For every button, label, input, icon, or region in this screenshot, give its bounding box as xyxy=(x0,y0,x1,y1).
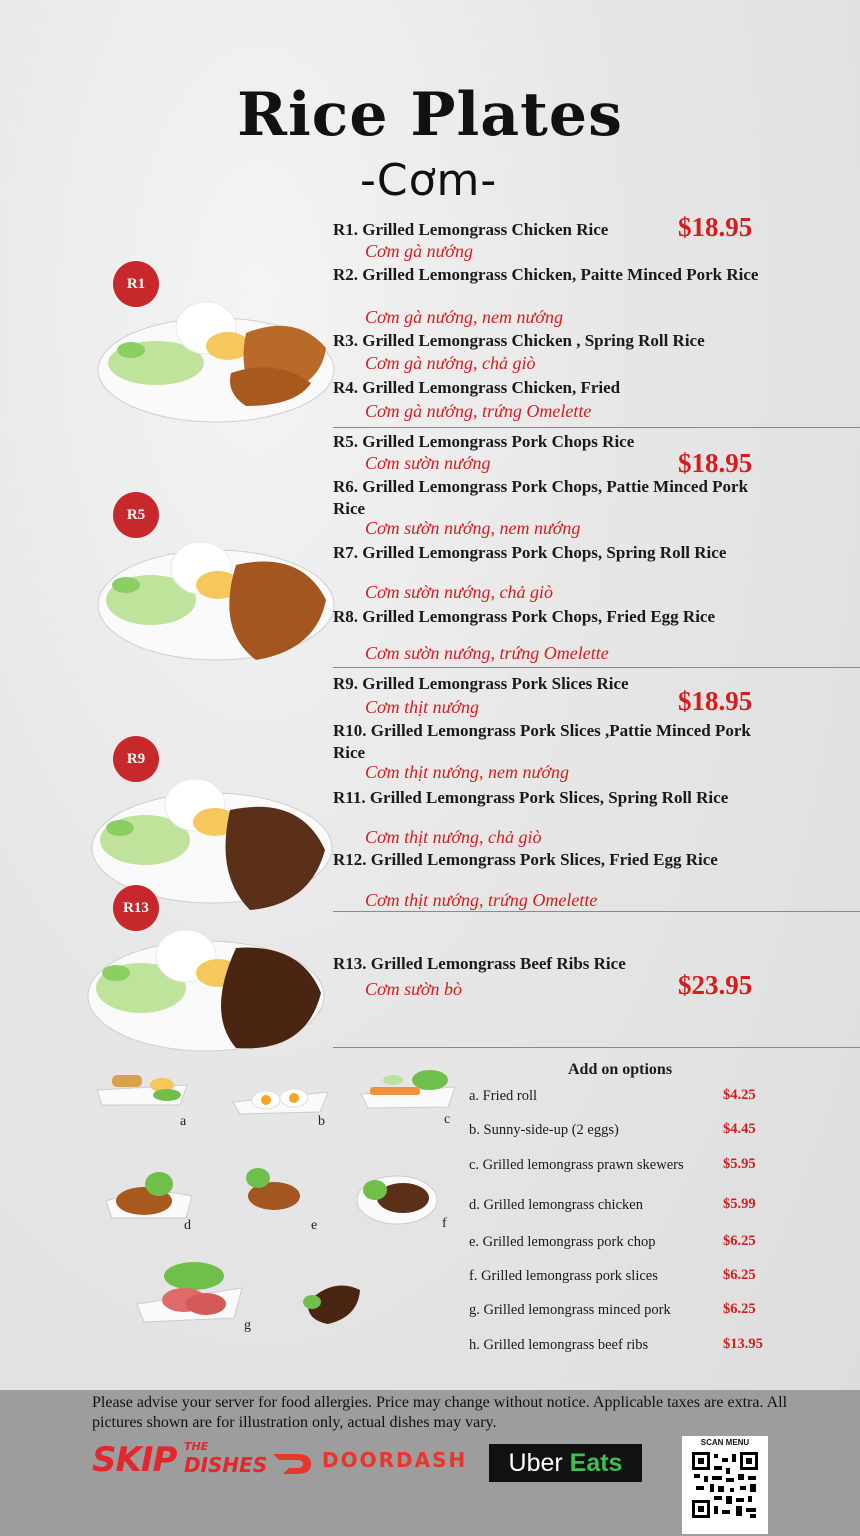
addon-photo-letter: a xyxy=(180,1114,187,1129)
prawn-skewers-image xyxy=(358,1062,458,1112)
addon-photo-letter: e xyxy=(311,1218,318,1233)
section-badge-r1: R1 xyxy=(113,261,159,307)
menu-item-r5-viet: Cơm sườn nướng xyxy=(365,453,491,473)
page-subtitle: -Cơm- xyxy=(360,155,498,206)
addon-item-name: b. Sunny-side-up (2 eggs) xyxy=(469,1122,619,1138)
menu-item-r3-viet: Cơm gà nướng, chả giò xyxy=(365,353,536,373)
menu-item-r8-viet: Cơm sườn nướng, trứng Omelette xyxy=(365,643,609,663)
addon-item-name: c. Grilled lemongrass prawn skewers xyxy=(469,1157,684,1173)
addon-item-price: $4.45 xyxy=(723,1121,756,1137)
menu-item-r10-viet: Cơm thịt nướng, nem nướng xyxy=(365,762,569,782)
fried-roll-image xyxy=(92,1060,192,1110)
uber-eats-logo[interactable] xyxy=(489,1444,642,1482)
section-divider xyxy=(333,667,860,668)
menu-item-r4-viet: Cơm gà nướng, trứng Omelette xyxy=(365,401,592,421)
menu-item-r11-viet: Cơm thịt nướng, chả giò xyxy=(365,827,542,847)
addon-item-name: h. Grilled lemongrass beef ribs xyxy=(469,1337,649,1353)
addon-photo-letter: g xyxy=(244,1318,251,1333)
addon-photo-letter: b xyxy=(318,1114,325,1129)
section-divider xyxy=(333,911,860,912)
menu-item-r2-viet: Cơm gà nướng, nem nướng xyxy=(365,307,563,327)
beef-ribs-image xyxy=(298,1272,368,1327)
menu-item-r8-name: R8. Grilled Lemongrass Pork Chops, Fried Egg Rice xyxy=(333,607,716,626)
addon-item-price: $4.25 xyxy=(723,1087,756,1103)
footer-note: Please advise your server for food allergies. Price may change without notice. Applicable taxes are extra. All pictures shown are for illustration only, actual dishes may vary. xyxy=(92,1394,788,1431)
menu-item-r11-name: R11. Grilled Lemongrass Pork Slices, Spring Roll Rice xyxy=(333,788,729,807)
section-price-r5: $18.95 xyxy=(678,448,753,478)
section-divider xyxy=(333,427,860,428)
skip-logo-the: THE xyxy=(183,1440,209,1453)
minced-pork-image xyxy=(134,1256,249,1326)
section-badge-r5: R5 xyxy=(113,492,159,538)
addon-photo-letter: c xyxy=(444,1112,451,1127)
menu-item-r5-name: R5. Grilled Lemongrass Pork Chops Rice xyxy=(333,432,635,451)
menu-item-r2-name: R2. Grilled Lemongrass Chicken, Paitte Minced Pork Rice xyxy=(333,265,759,284)
chicken-rice-plate-image xyxy=(96,288,336,433)
section-price-r9: $18.95 xyxy=(678,686,753,716)
pork-chop-rice-plate-image xyxy=(96,530,336,670)
section-price-r13: $23.95 xyxy=(678,970,753,1000)
section-divider xyxy=(333,1047,860,1048)
menu-item-r9-name: R9. Grilled Lemongrass Pork Slices Rice xyxy=(333,674,629,693)
addon-title: Add on options xyxy=(568,1061,673,1078)
menu-item-r7-name: R7. Grilled Lemongrass Pork Chops, Spring Roll Rice xyxy=(333,543,727,562)
menu-item-r9-viet: Cơm thịt nướng xyxy=(365,697,480,717)
page-title: Rice Plates xyxy=(237,80,623,150)
menu-item-r6-name: R6. Grilled Lemongrass Pork Chops, Pattie Minced Pork Rice xyxy=(333,477,749,518)
section-badge-r9: R9 xyxy=(113,736,159,782)
section-badge-r13: R13 xyxy=(113,885,159,931)
addon-item-price: $6.25 xyxy=(723,1233,756,1249)
eats-logo-text: Eats xyxy=(569,1449,623,1477)
pork-slices-image xyxy=(355,1168,440,1228)
menu-item-r6-viet: Cơm sườn nướng, nem nướng xyxy=(365,518,581,538)
menu-item-r13-viet: Cơm sườn bò xyxy=(365,979,463,999)
pork-chop-image xyxy=(240,1164,305,1214)
skip-logo-dishes: DISHES xyxy=(183,1453,268,1477)
addon-item-name: d. Grilled lemongrass chicken xyxy=(469,1197,643,1213)
beef-ribs-rice-plate-image xyxy=(86,918,326,1058)
doordash-logo[interactable]: DOORDASH xyxy=(322,1448,468,1472)
addon-item-price: $6.25 xyxy=(723,1301,756,1317)
addon-photo-letter: d xyxy=(184,1218,191,1233)
menu-item-r3-name: R3. Grilled Lemongrass Chicken , Spring Roll Rice xyxy=(333,331,705,350)
menu-item-r1-name: R1. Grilled Lemongrass Chicken Rice xyxy=(333,220,609,239)
addon-item-price: $6.25 xyxy=(723,1267,756,1283)
qr-label: SCAN MENU xyxy=(700,1438,750,1447)
skip-logo-main: SKIP xyxy=(92,1440,177,1480)
qr-code-icon xyxy=(692,1452,758,1518)
menu-item-r7-viet: Cơm sườn nướng, chả giò xyxy=(365,582,553,602)
menu-item-r12-name: R12. Grilled Lemongrass Pork Slices, Fried Egg Rice xyxy=(333,850,718,869)
doordash-logo-icon xyxy=(271,1451,313,1477)
menu-item-r1-viet: Cơm gà nướng xyxy=(365,241,474,261)
uber-logo-text: Uber xyxy=(508,1449,563,1477)
menu-item-r4-name: R4. Grilled Lemongrass Chicken, Fried xyxy=(333,378,621,397)
menu-item-r13-name: R13. Grilled Lemongrass Beef Ribs Rice xyxy=(333,954,626,973)
addon-item-name: e. Grilled lemongrass pork chop xyxy=(469,1234,656,1250)
addon-item-price: $5.95 xyxy=(723,1156,756,1172)
addon-photo-letter: f xyxy=(442,1216,447,1231)
menu-item-r10-name: R10. Grilled Lemongrass Pork Slices ,Pattie Minced Pork Rice xyxy=(333,721,751,762)
addon-item-name: a. Fried roll xyxy=(469,1088,538,1104)
sunny-side-eggs-image xyxy=(228,1072,333,1117)
addon-item-name: f. Grilled lemongrass pork slices xyxy=(469,1268,658,1284)
addon-item-price: $5.99 xyxy=(723,1196,756,1212)
menu-item-r12-viet: Cơm thịt nướng, trứng Omelette xyxy=(365,890,598,910)
grilled-chicken-image xyxy=(104,1166,194,1221)
skip-the-dishes-logo[interactable] xyxy=(92,1440,267,1480)
addon-item-name: g. Grilled lemongrass minced pork xyxy=(469,1302,671,1318)
addon-item-price: $13.95 xyxy=(723,1336,763,1352)
section-price-r1: $18.95 xyxy=(678,212,753,242)
